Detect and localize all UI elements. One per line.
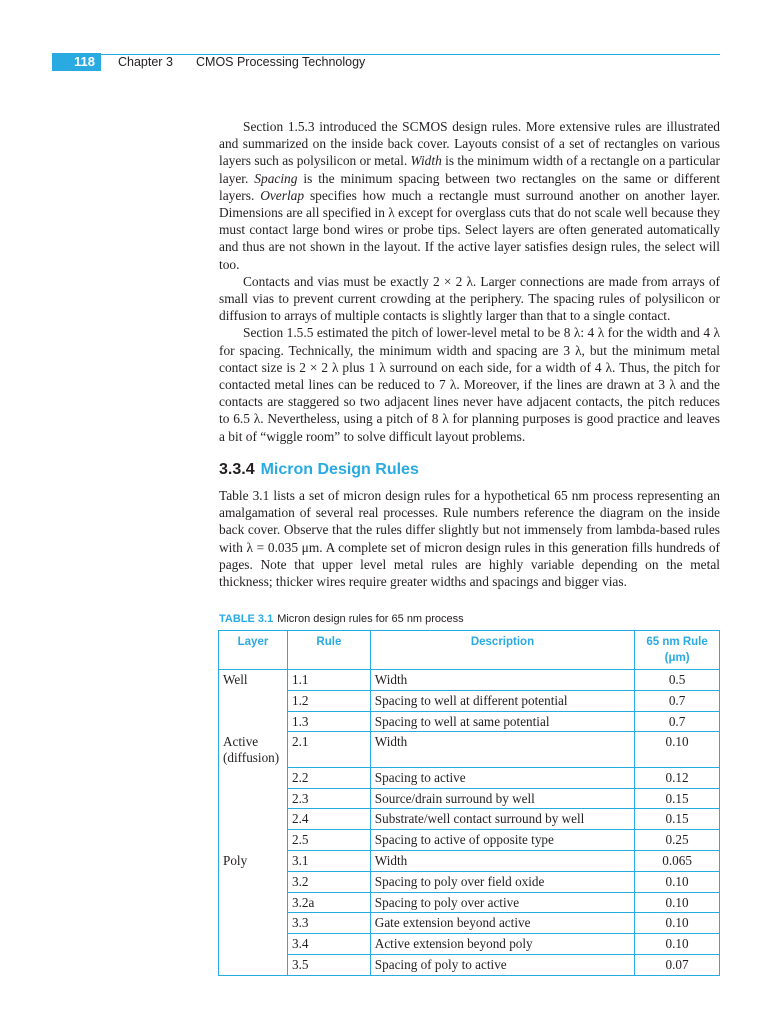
table-header-row xyxy=(219,631,720,670)
cell-value: 0.10 xyxy=(635,913,720,934)
cell-value: 0.12 xyxy=(635,767,720,788)
table-row xyxy=(219,954,720,975)
cell-rule: 1.3 xyxy=(287,711,370,732)
table-row xyxy=(219,892,720,913)
cell-rule: 1.2 xyxy=(287,690,370,711)
cell-value: 0.065 xyxy=(635,850,720,871)
cell-description: Spacing to active xyxy=(370,767,634,788)
cell-value: 0.10 xyxy=(635,871,720,892)
cell-value: 0.7 xyxy=(635,711,720,732)
cell-rule: 3.4 xyxy=(287,934,370,955)
cell-layer xyxy=(219,871,288,892)
cell-description: Spacing to well at different potential xyxy=(370,690,634,711)
chapter-label: Chapter 3 xyxy=(118,55,173,69)
cell-rule: 2.4 xyxy=(287,809,370,830)
cell-description: Width xyxy=(370,732,634,767)
cell-description: Spacing to active of opposite type xyxy=(370,830,634,851)
cell-layer xyxy=(219,809,288,830)
page-header xyxy=(0,50,768,74)
cell-layer: Poly xyxy=(219,850,288,871)
cell-layer xyxy=(219,934,288,955)
table-caption xyxy=(219,612,464,626)
header-value xyxy=(635,631,720,670)
intro-paragraph-1 xyxy=(219,118,720,273)
cell-layer xyxy=(219,690,288,711)
table-row xyxy=(219,788,720,809)
p1-part-d: specifies how much a rectangle must surround another on another layer. Dimensions are all specified in λ except for overglass cuts that do not scale well because they must contact large bond wires or probe tips. Select layers are often generated automatically and thus are not shown in the layout. If the active layer satisfies design rules, the select will too. xyxy=(219,187,720,272)
table-row xyxy=(219,871,720,892)
cell-layer xyxy=(219,954,288,975)
term-width: Width xyxy=(410,153,442,169)
cell-value: 0.10 xyxy=(635,934,720,955)
p1-part-c: is the minimum spacing between two rectangles on the same or different layers. xyxy=(219,170,720,203)
cell-description: Gate extension beyond active xyxy=(370,913,634,934)
section-text xyxy=(219,487,720,590)
table-row xyxy=(219,830,720,851)
term-overlap: Overlap xyxy=(260,187,305,203)
p1-part-b: is the minimum width of a rectangle on a particular layer. xyxy=(219,153,720,186)
cell-rule: 1.1 xyxy=(287,670,370,691)
section-title: Micron Design Rules xyxy=(260,461,419,478)
cell-rule: 2.1 xyxy=(287,732,370,767)
cell-description: Spacing to poly over active xyxy=(370,892,634,913)
cell-rule: 2.2 xyxy=(287,767,370,788)
page-number: 118 xyxy=(52,53,101,71)
section-heading xyxy=(219,459,419,481)
cell-value: 0.5 xyxy=(635,670,720,691)
cell-value: 0.25 xyxy=(635,830,720,851)
cell-layer xyxy=(219,892,288,913)
header-value-line1: 65 nm Rule xyxy=(646,636,708,648)
table-row xyxy=(219,690,720,711)
p1-part-a: Section 1.5.3 introduced the SCMOS design rules. More extensive rules are illustrated and summarized on the inside back cover. Layouts consist of a set of rectangles on various layers such as polysilicon or metal. xyxy=(219,119,720,169)
cell-value: 0.15 xyxy=(635,788,720,809)
cell-rule: 2.5 xyxy=(287,830,370,851)
cell-rule: 3.1 xyxy=(287,850,370,871)
cell-value: 0.7 xyxy=(635,690,720,711)
cell-description: Width xyxy=(370,670,634,691)
table-row xyxy=(219,850,720,871)
cell-rule: 3.5 xyxy=(287,954,370,975)
chapter-title: CMOS Processing Technology xyxy=(196,55,366,69)
table-row xyxy=(219,711,720,732)
cell-description: Substrate/well contact surround by well xyxy=(370,809,634,830)
cell-rule: 2.3 xyxy=(287,788,370,809)
table-row xyxy=(219,670,720,691)
cell-value: 0.10 xyxy=(635,732,720,767)
table-row xyxy=(219,767,720,788)
table-body xyxy=(219,670,720,976)
intro-paragraph-2: Contacts and vias must be exactly 2 × 2 λ. Larger connections are made from arrays of small vias to prevent current crowding at the periphery. The spacing rules of polysilicon or diffusion to arrays of multiple contacts is slightly larger than that to a single contact. xyxy=(219,273,720,324)
cell-layer xyxy=(219,711,288,732)
cell-description: Spacing of poly to active xyxy=(370,954,634,975)
cell-layer: Well xyxy=(219,670,288,691)
header-description: Description xyxy=(370,631,634,670)
cell-layer xyxy=(219,830,288,851)
cell-rule: 3.2a xyxy=(287,892,370,913)
cell-layer xyxy=(219,767,288,788)
table-caption-text: Micron design rules for 65 nm process xyxy=(277,613,464,625)
table-row xyxy=(219,934,720,955)
intro-paragraph-3: Section 1.5.5 estimated the pitch of lower-level metal to be 8 λ: 4 λ for the width and 4 λ for spacing. Technically, the minimum width and spacing are 3 λ, but the minimum metal contact size is 2 × 2 λ plus 1 λ surround on each side, for a width of 4 λ. Thus, the pitch for contacted metal lines can be reduced to 7 λ. Moreover, if the lines are drawn at 3 λ and the contacts are staggered so two adjacent lines never have adjacent contacts, the pitch reduces to 6.5 λ. Nevertheless, using a pitch of 8 λ for planning purposes is good practice and leaves a bit of “wiggle room” to solve difficult layout problems. xyxy=(219,325,720,444)
term-spacing: Spacing xyxy=(254,170,298,186)
cell-layer: Active (diffusion) xyxy=(219,732,288,767)
header-value-line2: (μm) xyxy=(664,652,690,664)
table-row xyxy=(219,809,720,830)
cell-value: 0.10 xyxy=(635,892,720,913)
cell-description: Width xyxy=(370,850,634,871)
cell-description: Spacing to poly over field oxide xyxy=(370,871,634,892)
table-caption-label: TABLE 3.1 xyxy=(219,613,274,625)
design-rules-table xyxy=(218,630,720,976)
cell-value: 0.07 xyxy=(635,954,720,975)
cell-rule: 3.3 xyxy=(287,913,370,934)
intro-text xyxy=(219,118,720,445)
header-rule-num: Rule xyxy=(287,631,370,670)
table-row xyxy=(219,732,720,767)
cell-layer xyxy=(219,788,288,809)
cell-value: 0.15 xyxy=(635,809,720,830)
cell-description: Source/drain surround by well xyxy=(370,788,634,809)
cell-description: Spacing to well at same potential xyxy=(370,711,634,732)
section-paragraph: Table 3.1 lists a set of micron design rules for a hypothetical 65 nm process representing an amalgamation of several real processes. Rule numbers reference the diagram on the inside back cover. Observe that the rules differ slightly but not immensely from lambda-based rules with λ = 0.035 μm. A complete set of micron design rules in this generation fills hundreds of pages. Note that upper level metal rules are highly variable depending on the metal thickness; thicker wires require greater widths and spacings and bigger vias. xyxy=(219,488,720,590)
header-layer: Layer xyxy=(219,631,288,670)
cell-description: Active extension beyond poly xyxy=(370,934,634,955)
section-number: 3.3.4 xyxy=(219,461,255,478)
cell-rule: 3.2 xyxy=(287,871,370,892)
cell-layer xyxy=(219,913,288,934)
table-row xyxy=(219,913,720,934)
